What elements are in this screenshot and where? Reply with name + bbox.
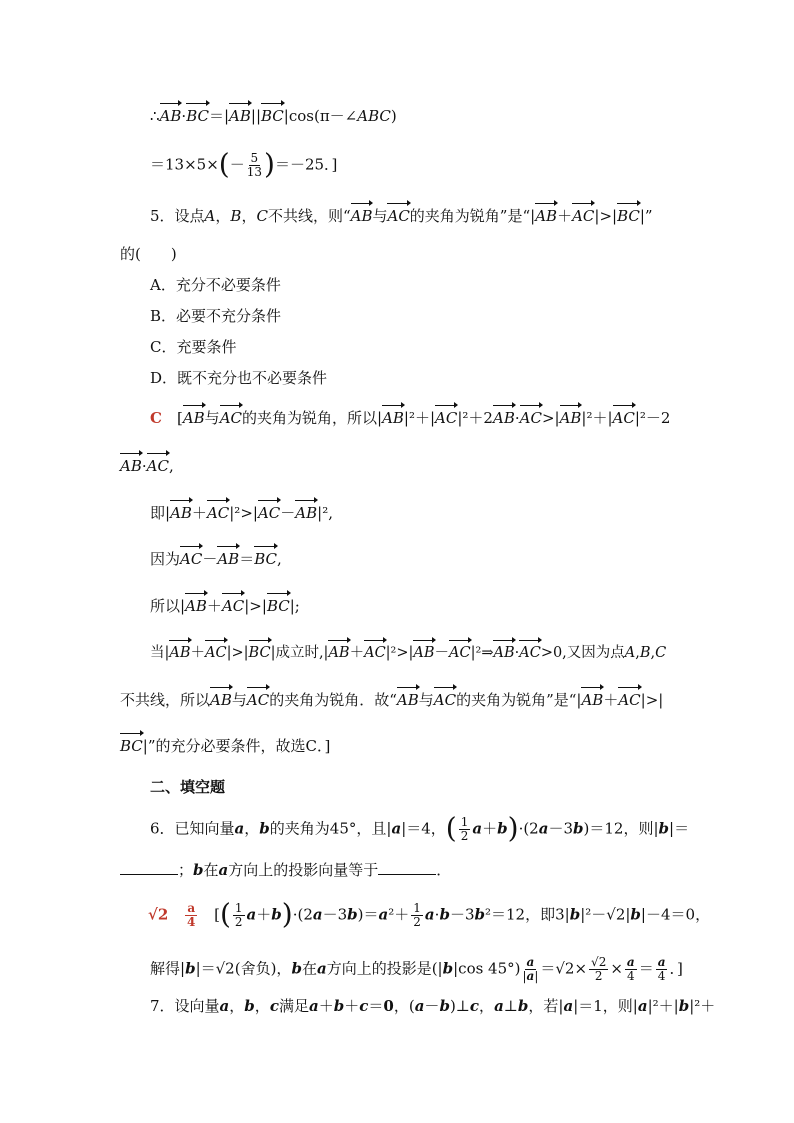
option-c: C．充要条件 [150,338,237,356]
line-1: ∴AB·BC＝|AB||BC|cos(π－∠ABC) [150,107,397,125]
section-heading: 二、填空题 [150,778,226,796]
q5-solution-6: 当|AB＋AC|>|BC|成立时,|AB＋AC|²>|AB－AC|²⇒AB·AC>0,又因为点A,B,C [150,645,667,661]
q6-stem: 6．已知向量a，b的夹角为45°，且|a|＝4，( $\frac{1}{2}$ a＋b)·(2a－3b)＝12，则|b|＝ [150,811,690,845]
q6-solution-2: 解得|b|＝√2(舍负)，b在a方向上的投影是(|b|cos 45°) $\frac{a}{|a|}$ ＝√2× $\frac{√2}{2}$ × $\frac{a}{4}$ ＝ $\frac{a}{4}$ ．] [150,955,683,983]
option-a: A．充分不必要条件 [150,276,281,294]
q5-solution-2: AB·AC, [120,457,174,475]
q7-stem: 7．设向量a，b，c满足a＋b＋c＝0，(a－b)⊥c，a⊥b，若|a|＝1，则|a|²＋|b|²＋ [150,997,716,1015]
q6-stem-2: ；b在a方向上的投影向量等于 ． [120,860,451,880]
q5-solution-7: 不共线，所以AB与AC的夹角为锐角．故“AB与AC的夹角为锐角”是“|AB＋AC|>| [120,691,664,709]
q5-solution-4: 因为AC－AB＝BC, [150,550,282,568]
q5-stem-2: 的( ) [120,245,177,263]
line-2: ＝13×5×(－ $\frac{5}{13}$ )＝－25．] [150,147,338,181]
option-b: B．必要不充分条件 [150,307,282,325]
q5-solution-5: 所以|AB＋AC|>|BC|; [150,597,300,615]
q6-solution-1: √2 $\frac{a}{4}$ [( $\frac{1}{2}$ a＋b)·(2a－3b)＝a²＋ $\frac{1}{2}$ a·b－3b²＝12，即3|b|²－√2|b|－4＝0， [148,897,711,931]
option-d: D．既不充分也不必要条件 [150,369,328,387]
q5-answer: C [150,409,162,427]
q5-solution-3: 即|AB＋AC|²>|AC－AB|², [150,504,333,522]
q5-solution-8: BC|”的充分必要条件，故选C．] [120,737,331,755]
q5-solution-1: C [AB与AC的夹角为锐角，所以|AB|²＋|AC|²＋2AB·AC>|AB|²＋|AC|²－2 [150,409,671,427]
q5-stem: 5．设点A，B，C不共线，则“AB与AC的夹角为锐角”是“|AB＋AC|>|BC|” [150,207,653,225]
